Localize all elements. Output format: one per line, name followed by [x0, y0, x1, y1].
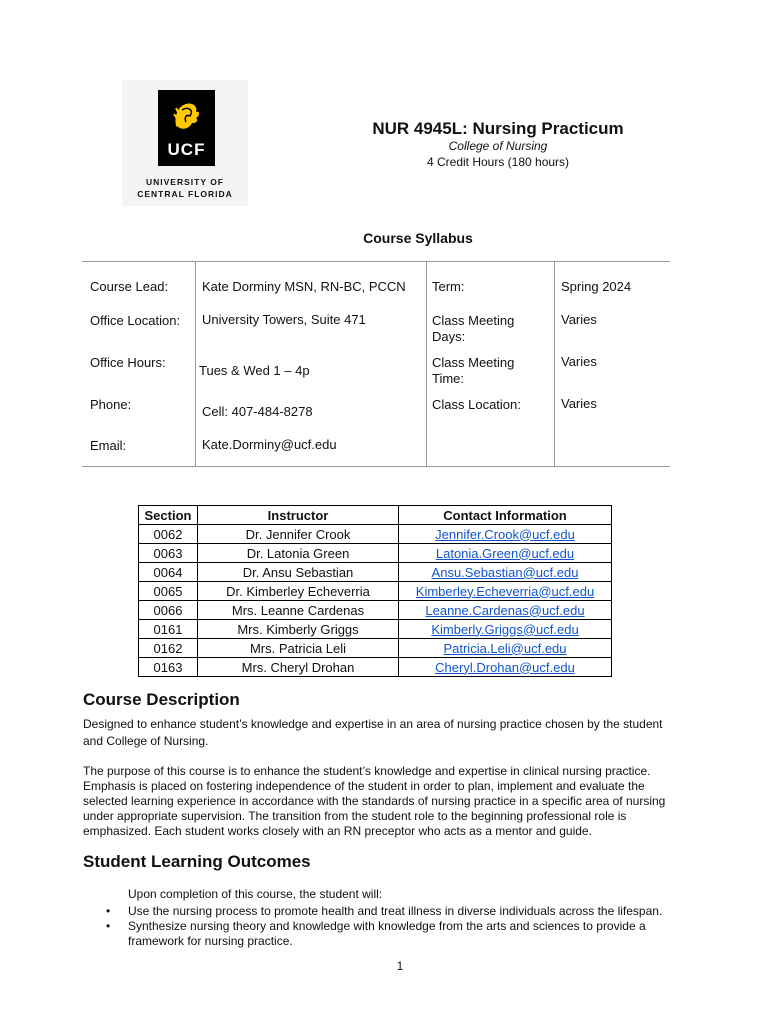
outcome-bullet-1: Use the nursing process to promote health and treat illness in diverse individuals across the lifespan.: [128, 904, 663, 918]
section-cell: 0161: [139, 620, 198, 639]
meeting-days-value: Varies: [561, 312, 597, 327]
contact-email-link[interactable]: Leanne.Cardenas@ucf.edu: [399, 601, 612, 620]
section-instructor-table: [138, 505, 612, 677]
phone-label: Phone:: [90, 397, 132, 412]
section-cell: 0064: [139, 563, 198, 582]
term-value: Spring 2024: [561, 279, 632, 294]
column-header-contact: Contact Information: [399, 506, 612, 525]
college-name: College of Nursing: [448, 139, 548, 153]
table-row: [139, 620, 612, 639]
description-p1-line-1: Designed to enhance student’s knowledge and expertise in an area of nursing practice chosen by the student: [83, 717, 663, 731]
bullet-marker: •: [106, 919, 111, 933]
email-value: Kate.Dorminy@ucf.edu: [202, 437, 337, 452]
course-description-heading: Course Description: [83, 690, 240, 709]
instructor-cell: Mrs. Leanne Cardenas: [198, 601, 399, 620]
contact-email-link[interactable]: Patricia.Leli@ucf.edu: [399, 639, 612, 658]
email-label: Email:: [90, 438, 127, 453]
contact-email-link[interactable]: Latonia.Green@ucf.edu: [399, 544, 612, 563]
section-cell: 0162: [139, 639, 198, 658]
description-paragraph-2: [83, 764, 723, 839]
description-p2-line-2: Emphasis is placed on fostering independence of the student in order to plan, implement and evaluate the: [83, 779, 645, 793]
office-location-value: University Towers, Suite 471: [202, 312, 366, 327]
instructor-cell: Mrs. Patricia Leli: [198, 639, 399, 658]
office-location-label: Office Location:: [90, 313, 181, 328]
info-table-divider-2: [426, 261, 427, 467]
info-table-divider-1: [195, 261, 196, 467]
meeting-time-label-line-2: Time:: [432, 371, 465, 386]
course-title: NUR 4945L: Nursing Practicum: [372, 119, 624, 138]
ucf-wordmark: UCF: [167, 140, 206, 159]
instructor-cell: Dr. Latonia Green: [198, 544, 399, 563]
outcomes-intro: Upon completion of this course, the student will:: [128, 887, 383, 901]
course-lead-value: Kate Dorminy MSN, RN-BC, PCCN: [202, 279, 406, 294]
info-table-bottom-border: [82, 466, 670, 467]
contact-email-link[interactable]: Ansu.Sebastian@ucf.edu: [399, 563, 612, 582]
table-row: [139, 544, 612, 563]
table-header-row: [139, 506, 612, 525]
info-table-top-border: [82, 261, 670, 262]
table-row: [139, 658, 612, 677]
description-p2-line-1: The purpose of this course is to enhance the student’s knowledge and expertise in clinical nursing practice.: [83, 764, 651, 778]
bullet-marker: •: [106, 904, 111, 918]
page-number: 1: [396, 959, 404, 973]
instructor-cell: Dr. Kimberley Echeverria: [198, 582, 399, 601]
syllabus-heading: Course Syllabus: [363, 230, 473, 246]
info-table-divider-3: [554, 261, 555, 467]
course-lead-label: Course Lead:: [90, 279, 169, 294]
instructor-cell: Mrs. Kimberly Griggs: [198, 620, 399, 639]
description-paragraph-1: [83, 717, 723, 749]
description-p2-line-4: under appropriate supervision. The transition from the student role to the beginning professional role is: [83, 809, 627, 823]
university-line-1: UNIVERSITY OF: [145, 177, 225, 187]
office-hours-value: Tues & Wed 1 – 4p: [199, 363, 310, 378]
university-line-2: CENTRAL FLORIDA: [137, 189, 233, 199]
meeting-time-label-line-1: Class Meeting: [432, 355, 515, 370]
credit-hours: 4 Credit Hours (180 hours): [426, 155, 570, 169]
contact-email-link[interactable]: Jennifer.Crook@ucf.edu: [399, 525, 612, 544]
contact-email-link[interactable]: Kimberley.Echeverria@ucf.edu: [399, 582, 612, 601]
description-p2-line-3: selected learning experience in accordance with the standards of nursing practice in a specific area of nursing: [83, 794, 666, 808]
table-row: [139, 601, 612, 620]
meeting-time-value: Varies: [561, 354, 597, 369]
contact-email-link[interactable]: Cheryl.Drohan@ucf.edu: [399, 658, 612, 677]
section-cell: 0062: [139, 525, 198, 544]
outcomes-heading: Student Learning Outcomes: [83, 852, 311, 871]
table-row: [139, 563, 612, 582]
outcome-bullet-2-line-2: framework for nursing practice.: [128, 934, 293, 948]
table-row: [139, 525, 612, 544]
section-cell: 0063: [139, 544, 198, 563]
phone-value: Cell: 407-484-8278: [202, 404, 313, 419]
meeting-days-label-line-2: Days:: [432, 329, 466, 344]
instructor-cell: Dr. Jennifer Crook: [198, 525, 399, 544]
table-row: [139, 582, 612, 601]
class-location-value: Varies: [561, 396, 597, 411]
instructor-cell: Mrs. Cheryl Drohan: [198, 658, 399, 677]
description-p1-line-2: and College of Nursing.: [83, 734, 209, 748]
outcome-bullet-2: [128, 919, 728, 949]
section-cell: 0065: [139, 582, 198, 601]
table-row: [139, 639, 612, 658]
class-location-label: Class Location:: [432, 397, 521, 412]
university-name: [122, 176, 248, 200]
section-cell: 0066: [139, 601, 198, 620]
meeting-time-label: [432, 355, 514, 387]
instructor-cell: Dr. Ansu Sebastian: [198, 563, 399, 582]
meeting-days-label-line-1: Class Meeting: [432, 313, 515, 328]
column-header-section: Section: [139, 506, 198, 525]
description-p2-line-5: emphasized. Each student works closely with an RN preceptor who acts as a mentor and guide.: [83, 824, 592, 838]
column-header-instructor: Instructor: [198, 506, 399, 525]
office-hours-label: Office Hours:: [90, 355, 166, 370]
section-cell: 0163: [139, 658, 198, 677]
contact-email-link[interactable]: Kimberly.Griggs@ucf.edu: [399, 620, 612, 639]
term-label: Term:: [432, 279, 465, 294]
outcome-bullet-2-line-1: Synthesize nursing theory and knowledge with knowledge from the arts and sciences to provide a: [128, 919, 646, 933]
meeting-days-label: [432, 313, 514, 345]
